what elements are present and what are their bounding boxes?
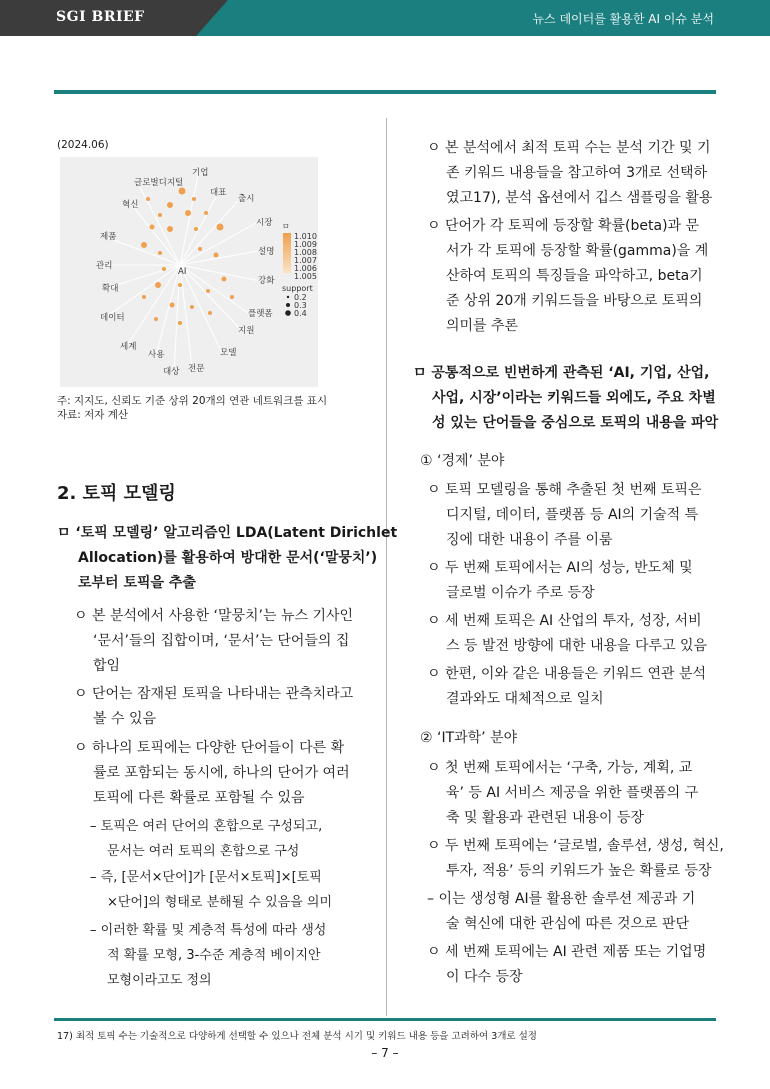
- node-label: 관리: [96, 261, 113, 271]
- node-label: 강화: [258, 276, 275, 286]
- dash-line: 술 혁신에 대한 관심에 따른 것으로 판단: [446, 916, 690, 932]
- legend-value: 1.010: [294, 232, 317, 241]
- top-rule: [54, 90, 716, 94]
- figure-source: 자료: 저자 계산: [57, 409, 129, 421]
- bullet-line: 결과와도 대체적으로 일치: [446, 691, 604, 707]
- bullet-line: 디지털, 데이터, 플랫폼 등 AI의 기술적 특: [446, 507, 699, 523]
- legend-title: ㅁ: [282, 222, 290, 231]
- dash-line: 적 확률 모형, 3-수준 계층적 베이지안: [107, 948, 321, 963]
- bullet-line: 의미를 추론: [446, 318, 519, 334]
- bullet-line: ㅇ 본 분석에서 사용한 ‘말뭉치’는 뉴스 기사인: [74, 608, 354, 624]
- node-label: 데이터: [100, 313, 125, 323]
- legend-value: 0.4: [294, 309, 307, 318]
- subheading: ② ‘IT과학’ 분야: [420, 730, 518, 746]
- bullet-line: ㅇ 첫 번째 토픽에서는 ‘구축, 가능, 계획, 교: [427, 760, 693, 776]
- header-title: 뉴스 데이터를 활용한 AI 이슈 분석: [532, 12, 714, 26]
- bullet-line: 징에 대한 내용이 주를 이룸: [446, 532, 613, 548]
- heading-line: ㅁ 공통적으로 빈번하게 관측된 ‘AI, 기업, 산업,: [413, 365, 710, 381]
- node-label: 대상: [163, 367, 180, 377]
- node-label: 혁신: [122, 200, 139, 210]
- dash-line: 문서는 여러 토픽의 혼합으로 구성: [107, 844, 300, 859]
- bullet-line: ㅇ 단어가 각 토픽에 등장할 확률(beta)과 문: [427, 218, 700, 234]
- node-label: 확대: [102, 284, 119, 294]
- legend-value: 1.005: [294, 272, 317, 281]
- dash-line: ×단어]의 형태로 분해될 수 있음을 의미: [107, 895, 332, 910]
- node-label: 제품: [100, 232, 117, 242]
- bullet-line: ㅇ 한편, 이와 같은 내용들은 키워드 연관 분석: [427, 666, 707, 682]
- node-label: 지원: [238, 326, 255, 336]
- subheading: ① ‘경제’ 분야: [420, 453, 505, 469]
- heading-line: 로부터 토픽을 추출: [78, 575, 196, 591]
- node-label: 시장: [256, 218, 273, 228]
- bullet-line: 준 상위 20개 키워드들을 바탕으로 토픽의: [446, 293, 703, 309]
- bullet-line: 서가 각 토픽에 등장할 확률(gamma)을 계: [446, 243, 709, 259]
- page-number: – 7 –: [371, 1046, 399, 1060]
- node-label: 세계: [120, 342, 137, 352]
- figure-note: 주: 지지도, 신뢰도 기준 상위 20개의 연관 네트워크를 표시: [57, 395, 328, 407]
- bullet-line: 존 키워드 내용들을 참고하여 3개로 선택하: [446, 165, 708, 181]
- bullet-line: ㅇ 두 번째 토픽에서는 AI의 성능, 반도체 및: [427, 560, 693, 576]
- node-label: 출시: [238, 194, 255, 204]
- node-label: 설명: [258, 247, 275, 257]
- node-label: 전문: [188, 364, 205, 374]
- node-label: 플랫폼: [248, 309, 273, 319]
- network-graph: [60, 157, 318, 387]
- bullet-line: 산하여 토픽의 특징들을 파악하고, beta기: [446, 268, 703, 284]
- heading-line: 성 있는 단어들을 중심으로 토픽의 내용을 파악: [432, 415, 719, 431]
- section-title: 2. 토픽 모델링: [57, 483, 176, 504]
- legend-value: 0.3: [294, 301, 307, 310]
- legend-value: 0.2: [294, 293, 307, 302]
- node-label: 글로벌디지털: [134, 178, 184, 188]
- bullet-line: ㅇ 하나의 토픽에는 다양한 단어들이 다른 확: [74, 740, 345, 756]
- node-label: 대표: [210, 188, 227, 198]
- bullet-line: ㅇ 세 번째 토픽에는 AI 관련 제품 또는 기업명: [427, 944, 707, 960]
- bullet-line: 였고17), 분석 옵션에서 깁스 샘플링을 활용: [446, 190, 713, 206]
- legend-value: 1.009: [294, 240, 317, 249]
- legend-value: 1.006: [294, 264, 317, 273]
- legend-gradient: [283, 233, 291, 273]
- legend-value: 1.008: [294, 248, 317, 257]
- bullet-line: 률로 포함되는 동시에, 하나의 단어가 여러: [93, 765, 350, 781]
- bullet-line: 볼 수 있음: [93, 711, 156, 727]
- bullet-line: ㅇ 본 분석에서 최적 토픽 수는 분석 기간 및 기: [427, 140, 711, 156]
- dash-line: – 이러한 확률 및 계층적 특성에 따라 생성: [90, 923, 327, 938]
- heading-line: 사업, 시장’이라는 키워드들 외에도, 주요 차별: [432, 390, 716, 406]
- bullet-line: ㅇ 두 번째 토픽에는 ‘글로벌, 솔루션, 생성, 혁신,: [427, 838, 724, 854]
- node-label: 사용: [148, 350, 165, 360]
- legend-value: 1.007: [294, 256, 317, 265]
- dash-line: – 이는 생성형 AI를 활용한 솔루션 제공과 기: [427, 891, 696, 907]
- heading-line: Allocation)를 활용하여 방대한 문서(‘말뭉치’): [78, 550, 378, 566]
- bullet-line: 투자, 적용’ 등의 키워드가 높은 확률로 등장: [446, 863, 712, 879]
- node-label: 모델: [220, 348, 237, 358]
- bullet-line: ㅇ 토픽 모델링을 통해 추출된 첫 번째 토픽은: [427, 482, 702, 498]
- bullet-line: 육’ 등 AI 서비스 제공을 위한 플랫폼의 구: [446, 785, 699, 801]
- footnote: 17) 최적 토픽 수는 기술적으로 다양하게 선택할 수 있으나 전체 분석 시기 및 키워드 내용 등을 고려하여 3개로 설정: [57, 1031, 537, 1042]
- bullet-line: 스 등 발전 방향에 대한 내용을 다루고 있음: [446, 638, 708, 654]
- figure-date: (2024.06): [57, 139, 109, 151]
- bullet-line: ㅇ 세 번째 토픽은 AI 산업의 투자, 성장, 서비: [427, 613, 702, 629]
- heading-line: ㅁ ‘토픽 모델링’ 알고리즘인 LDA(Latent Dirichlet: [57, 525, 398, 541]
- center-node-label: AI: [178, 267, 187, 277]
- brand-label: SGI BRIEF: [56, 9, 145, 25]
- bullet-line: 이 다수 등장: [446, 969, 523, 985]
- dash-line: – 즉, [문서×단어]가 [문서×토픽]×[토픽: [90, 870, 322, 885]
- legend-title: support: [282, 284, 313, 293]
- bullet-line: 축 및 활용과 관련된 내용이 등장: [446, 810, 645, 826]
- bullet-line: ‘문서’들의 집합이며, ‘문서’는 단어들의 집: [93, 633, 350, 649]
- header-bar: [0, 0, 770, 36]
- footer-rule: [54, 1018, 716, 1021]
- node-label: 기업: [192, 168, 209, 178]
- bullet-line: ㅇ 단어는 잠재된 토픽을 나타내는 관측치라고: [74, 686, 354, 702]
- bullet-line: 글로벌 이슈가 주로 등장: [446, 585, 595, 601]
- column-divider: [386, 118, 387, 1016]
- bullet-line: 합임: [93, 658, 121, 674]
- bullet-line: 토픽에 다른 확률로 포함될 수 있음: [93, 790, 305, 806]
- dash-line: – 토픽은 여러 단어의 혼합으로 구성되고,: [90, 819, 323, 834]
- dash-line: 모형이라고도 정의: [107, 973, 212, 988]
- network-figure: [60, 157, 318, 387]
- legend-size-dots: [284, 293, 294, 319]
